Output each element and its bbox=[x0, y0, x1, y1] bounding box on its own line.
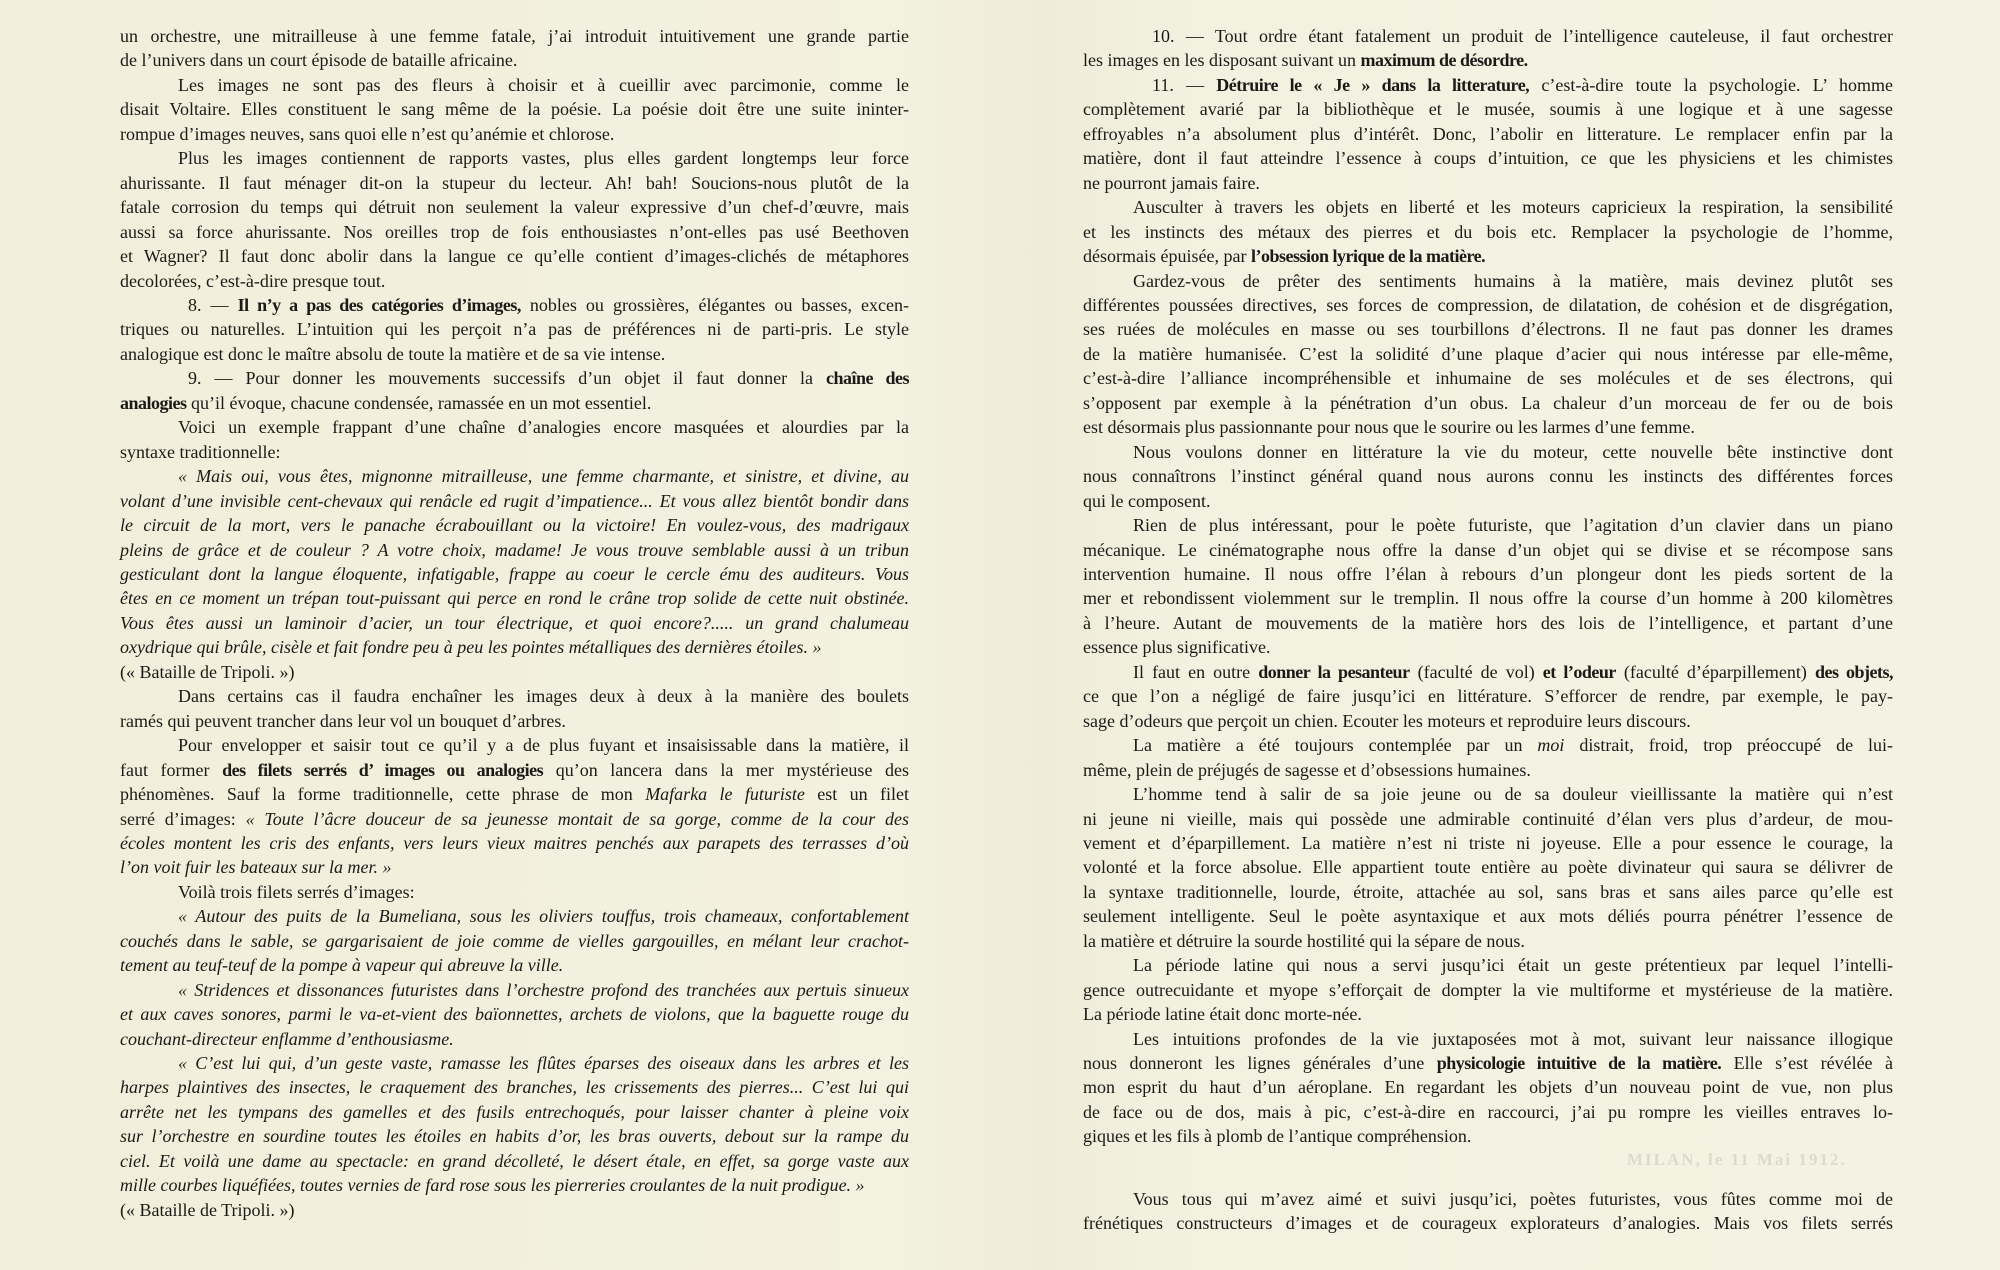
paragraph bbox=[120, 1198, 909, 1222]
text-line: fatale corrosion du temps qui détruit non seulement la valeur expressive d’un chef-d’œuvre, mais bbox=[120, 197, 909, 218]
text-line: (« Bataille de Tripoli. ») bbox=[120, 661, 295, 682]
text-line: de l’univers dans un court épisode de bataille africaine. bbox=[120, 50, 518, 71]
bold-emphasis-text: chaîne des bbox=[826, 368, 909, 389]
text-line: mer et rebondissent violemment sur le tremplin. Il nous offre la course d’un homme à 200 kilomètres bbox=[1083, 588, 1893, 609]
text-line: Dans certains cas il faudra enchaîner les images deux à deux à la manière des boulets bbox=[178, 686, 909, 707]
paragraph bbox=[120, 415, 909, 464]
bold-emphasis-text: maximum de désordre. bbox=[1360, 50, 1528, 71]
text-line: Pour envelopper et saisir tout ce qu’il y a de plus fuyant et insaisissable dans la matière, il bbox=[178, 735, 909, 756]
text-line: intervention humaine. Il nous offre l’élan à rebours d’un plongeur dont les pieds sortent de la bbox=[1083, 563, 1893, 584]
text-line bbox=[1083, 660, 1893, 684]
text-line: La période latine qui nous a servi jusqu’ici était un geste prétentieux par lequel l’intelli- bbox=[1133, 955, 1893, 976]
text-line: giques et les fils à plomb de l’antique compréhension. bbox=[1083, 1126, 1472, 1147]
text-line: ramés qui peuvent trancher dans leur vol un bouquet d’arbres. bbox=[120, 710, 566, 731]
text-line bbox=[120, 391, 909, 415]
text-line: gence outrecuidante et myope s’efforçait de dompter la vie multiforme et mystérieuse de la matière. bbox=[1083, 979, 1893, 1000]
text-line: La période latine était donc morte-née. bbox=[1083, 1004, 1362, 1025]
paragraph bbox=[120, 978, 909, 1051]
text-line bbox=[120, 831, 909, 855]
paragraph bbox=[1083, 733, 1893, 782]
text-line: couchant-directeur enflamme d’enthousiasme. bbox=[120, 1028, 454, 1049]
text-line: ses ruées de molécules en masse ou ses tourbillons d’électrons. Il ne faut pas donner les drames bbox=[1083, 319, 1893, 340]
text-run: serré d’images: bbox=[120, 808, 246, 829]
text-run: (faculté de vol) bbox=[1409, 661, 1543, 682]
text-line bbox=[1083, 73, 1893, 97]
text-line: qui le composent. bbox=[1083, 490, 1211, 511]
paragraph bbox=[120, 146, 909, 293]
text-line: ne pourront jamais faire. bbox=[1083, 172, 1260, 193]
text-run: c’est-à-dire toute la psychologie. L’ homme bbox=[1529, 74, 1893, 95]
text-line: sage d’odeurs que perçoit un chien. Ecouter les moteurs et reproduire leurs discours. bbox=[1083, 710, 1691, 731]
text-run: La matière a été toujours contemplée par un bbox=[1133, 735, 1538, 756]
text-line: s’opposent par exemple à la pénétration d’un obus. La chaleur d’un morceau de fer ou de bois bbox=[1083, 392, 1893, 413]
italic-text: écoles montent les cris des enfants, vers leurs vieux maitres penchés aux parapets des terrasses d’où bbox=[120, 832, 909, 853]
text-run: Elle s’est révélée à bbox=[1721, 1053, 1893, 1074]
numbered-paragraph bbox=[1083, 24, 1893, 73]
text-line: « Mais oui, vous êtes, mignonne mitrailleuse, une femme charmante, et sinistre, et divine, au bbox=[178, 466, 909, 487]
text-line: Nous voulons donner en littérature la vie du moteur, cette nouvelle bête instinctive dont bbox=[1133, 441, 1893, 462]
text-line: gesticulant dont la langue éloquente, infatigable, frappe au coeur le cercle ému des auditeurs. Vous bbox=[120, 563, 909, 584]
text-line bbox=[1083, 733, 1893, 757]
text-line bbox=[120, 855, 909, 879]
right-page-text-column bbox=[1083, 24, 1893, 1236]
text-line: à l’heure. Autant de mouvements de la matière hors des lois de l’intelligence, et partant d’une bbox=[1083, 612, 1893, 633]
text-line bbox=[120, 807, 909, 831]
text-line: Plus les images contiennent de rapports vastes, plus elles gardent longtemps leur force bbox=[178, 148, 909, 169]
text-line bbox=[120, 293, 909, 317]
text-line bbox=[120, 366, 909, 390]
text-run: faut former bbox=[120, 759, 223, 780]
text-run: les images en les disposant suivant un bbox=[1083, 50, 1361, 71]
paragraph bbox=[120, 1051, 909, 1198]
text-line: ahurissante. Il faut ménager dit-on la stupeur du lecteur. Ah! bah! Soucions-nous plutôt de la bbox=[120, 172, 909, 193]
text-line bbox=[120, 782, 909, 806]
text-run: phénomènes. Sauf la forme traditionnelle, cette phrase de mon bbox=[120, 784, 646, 805]
paragraph bbox=[1083, 660, 1893, 733]
text-line: Les intuitions profondes de la vie juxtaposées mot à mot, suivant leur naissance illogique bbox=[1133, 1028, 1893, 1049]
paragraph bbox=[1083, 1187, 1893, 1236]
paragraph bbox=[1083, 513, 1893, 660]
bold-emphasis-text: des objets, bbox=[1814, 661, 1894, 682]
italic-text: l’on voit fuir les bateaux sur la mer. » bbox=[120, 857, 392, 878]
text-run: 11. — bbox=[1152, 74, 1217, 95]
text-line: ni jeune ni vieille, mais qui possède une admirable continuité d’élan vers plus d’ardeur, de mou- bbox=[1083, 808, 1893, 829]
text-line: vement et d’éparpillement. La matière n’est ni triste ni joyeuse. Elle a pour essence le courage, la bbox=[1083, 832, 1893, 853]
text-line: différentes poussées directives, ses forces de compression, de dilatation, de cohésion et de disgrégation, bbox=[1083, 294, 1893, 315]
paragraph bbox=[120, 660, 909, 684]
paragraph bbox=[1083, 953, 1893, 1026]
bold-emphasis-text: des filets serrés d’ images ou analogies bbox=[222, 759, 544, 780]
text-line: syntaxe traditionnelle: bbox=[120, 441, 281, 462]
bold-emphasis-text: donner la pesanteur bbox=[1258, 661, 1410, 682]
text-run: nobles ou grossières, élégantes ou basses, excen- bbox=[520, 294, 910, 315]
text-line: ce que l’on a négligé de faire jusqu’ici en littérature. S’efforcer de rendre, par exemple, le pay- bbox=[1083, 686, 1893, 707]
text-line: nous connaîtrons l’instinct général quand nous aurons connu les instincts des différentes forces bbox=[1083, 466, 1893, 487]
text-line bbox=[1083, 48, 1893, 72]
text-line: Vous êtes aussi un laminoir d’acier, un tour électrique, et quoi encore?..... un grand chalumeau bbox=[120, 612, 909, 633]
right-page-body bbox=[1083, 24, 1893, 1149]
bleed-through-date-line: MILAN, le 11 Mai 1912. bbox=[1627, 1150, 1847, 1169]
italic-text: Mafarka le futuriste bbox=[645, 784, 805, 805]
closing-passage bbox=[1083, 1187, 1893, 1236]
text-line: la matière et détruire la sourde hostilité qui la sépare de nous. bbox=[1083, 930, 1525, 951]
text-line: et Wagner? Il faut donc abolir dans la langue ce qu’elle contient d’images-clichés de métaphores bbox=[120, 246, 909, 267]
text-line: et les instincts des métaux des pierres et du bois etc. Remplacer la psychologie de l’homme, bbox=[1083, 221, 1893, 242]
text-line: couchés dans le sable, se gargarisaient de joie comme de vielles gargouilles, en mélant leur crachot- bbox=[120, 930, 909, 951]
text-run: qu’on lancera dans la mer mystérieuse des bbox=[543, 759, 909, 780]
text-line: mille courbes liquéfiées, toutes vernies de fard rose sous les pierreries croulantes de la nuit prodigue. » bbox=[120, 1175, 865, 1196]
bold-emphasis-text: Il n’y a pas des catégories d’images, bbox=[237, 294, 521, 315]
text-run: nous donneront les lignes générales d’une bbox=[1083, 1053, 1437, 1074]
paragraph bbox=[120, 684, 909, 733]
text-line: Voilà trois filets serrés d’images: bbox=[178, 881, 415, 902]
numbered-paragraph bbox=[1083, 73, 1893, 195]
bold-emphasis-text: Détruire le « Je » dans la litterature, bbox=[1216, 74, 1530, 95]
paragraph bbox=[1083, 440, 1893, 513]
text-line: essence plus significative. bbox=[1083, 637, 1271, 658]
numbered-paragraph bbox=[120, 366, 909, 415]
text-line: complètement avarié par la bibliothèque et le musée, soumis à une logique et à une sagesse bbox=[1083, 99, 1893, 120]
paragraph bbox=[120, 464, 909, 660]
paragraph bbox=[1083, 782, 1893, 953]
text-line: êtes en ce moment un trépan tout-puissant qui perce en rond le crâne trop solide de cette nuit obstinée. bbox=[120, 588, 909, 609]
text-run: est un filet bbox=[804, 784, 910, 805]
paragraph bbox=[120, 24, 909, 73]
text-run: Il faut en outre bbox=[1133, 661, 1259, 682]
italic-text: « Toute l’âcre douceur de sa jeunesse montait de sa gorge, comme de la cour des bbox=[245, 808, 909, 829]
text-line: c’est-à-dire l’alliance incompréhensible et inhumaine de ses molécules et de ses électrons, qui bbox=[1083, 368, 1893, 389]
text-run: distrait, froid, trop préoccupé de lui- bbox=[1564, 735, 1893, 756]
text-line: Vous tous qui m’avez aimé et suivi jusqu’ici, poètes futuristes, vous fûtes comme moi de bbox=[1133, 1188, 1893, 1209]
bold-emphasis-text: l’obsession lyrique de la matière. bbox=[1250, 246, 1486, 267]
text-line: rompue d’images neuves, sans quoi elle n’est qu’anémie et chlorose. bbox=[120, 123, 615, 144]
text-line: « Stridences et dissonances futuristes dans l’orchestre profond des tranchées aux pertuis sinueux bbox=[178, 979, 909, 1000]
text-line: même, plein de préjugés de sagesse et d’obsessions humaines. bbox=[1083, 759, 1531, 780]
text-line: pleins de grâce et de couleur ? A votre choix, madame! Je vous trouve semblable aussi à un tribun bbox=[120, 539, 909, 560]
text-line: Gardez-vous de prêter des sentiments humains à la matière, mais devinez plutôt ses bbox=[1133, 270, 1893, 291]
text-line bbox=[120, 758, 909, 782]
text-run: qu’il évoque, chacune condensée, ramassée en un mot essentiel. bbox=[186, 392, 652, 413]
text-line: le circuit de la mort, vers le panache écrabouillant ou la victoire! En voulez-vous, des madrigaux bbox=[120, 515, 909, 536]
text-line: volonté et la force absolue. Elle appartient toute entière au poète divinateur qui saura se délivrer de bbox=[1083, 857, 1893, 878]
text-line: (« Bataille de Tripoli. ») bbox=[120, 1199, 295, 1220]
text-line: ciel. Et voilà une dame au spectacle: en grand décolleté, le désert étale, en effet, sa gorge vaste aux bbox=[120, 1150, 909, 1171]
text-line: « C’est lui qui, d’un geste vaste, ramasse les flûtes éparses des oiseaux dans les arbres et les bbox=[178, 1053, 909, 1074]
text-line: matière, dont il faut atteindre l’essence à coups d’intuition, ce que les physiciens et les chimistes bbox=[1083, 148, 1893, 169]
paragraph bbox=[1083, 195, 1893, 268]
text-line: L’homme tend à salir de sa joie jeune ou de sa douleur vieillissante la matière qui n’est bbox=[1133, 784, 1893, 805]
bold-emphasis-text: physicologie intuitive de la matière. bbox=[1436, 1053, 1722, 1074]
text-line: oxydrique qui brûle, cisèle et fait fondre peu à peu les pointes métalliques des dernières étoiles. » bbox=[120, 637, 822, 658]
text-line: decolorées, c’est-à-dire presque tout. bbox=[120, 270, 386, 291]
paragraph bbox=[120, 73, 909, 146]
text-line: Voici un exemple frappant d’une chaîne d’analogies encore masquées et alourdies par la bbox=[178, 417, 909, 438]
text-line: analogique est donc le maître absolu de toute la matière et de sa vie intense. bbox=[120, 343, 666, 364]
text-line: triques ou naturelles. L’intuition qui les perçoit n’a pas de préférences ni de parti-pris. Le style bbox=[120, 319, 909, 340]
italic-text: moi bbox=[1537, 735, 1565, 756]
text-line: la syntaxe traditionnelle, lourde, étroite, attachée au sol, sans bras et sans ailes parce qu’elle est bbox=[1083, 881, 1893, 902]
text-line: frénétiques constructeurs d’images et de courageux explorateurs d’analogies. Mais vos filets serrés bbox=[1083, 1213, 1893, 1234]
bold-emphasis-text: et l’odeur bbox=[1542, 661, 1616, 682]
text-line: Rien de plus intéressant, pour le poète futuriste, que l’agitation d’un clavier dans un piano bbox=[1133, 515, 1893, 536]
text-line: disait Voltaire. Elles constituent le sang même de la poésie. La poésie doit être une suite ininter- bbox=[120, 99, 909, 120]
paragraph bbox=[120, 880, 909, 904]
text-line: mécanique. Le cinématographe nous offre la danse d’un objet qui se divise et se récompose sans bbox=[1083, 539, 1893, 560]
text-line: aussi sa force ahurissante. Nos oreilles trop de fois enthousiastes n’ont-elles pas usé Beethoven bbox=[120, 221, 909, 242]
text-line: Les images ne sont pas des fleurs à choisir et à cueillir avec parcimonie, comme le bbox=[178, 74, 909, 95]
text-line: de la matière humanisée. C’est la solidité d’une plaque d’acier qui nous intéresse par elle-même, bbox=[1083, 343, 1893, 364]
left-page-text-column bbox=[120, 24, 909, 1222]
text-line: seulement intelligente. Seul le poète asyntaxique et aux mots déliés pourra pénétrer l’essence de bbox=[1083, 906, 1893, 927]
text-line bbox=[1083, 1051, 1893, 1075]
text-run: 9. — Pour donner les mouvements successifs d’un objet il faut donner la bbox=[188, 368, 827, 389]
paragraph bbox=[120, 733, 909, 880]
text-line: sur l’orchestre en sourdine toutes les étoiles en habits d’or, les bras ouverts, debout sur la rampe du bbox=[120, 1126, 909, 1147]
text-line bbox=[1083, 244, 1893, 268]
text-line: 10. — Tout ordre étant fatalement un produit de l’intelligence cauteleuse, il faut orchestrer bbox=[1152, 26, 1893, 46]
paragraph bbox=[1083, 269, 1893, 440]
text-line: arrête net les tympans des gamelles et des fusils entrechoqués, pour laisser chanter à pleine voix bbox=[120, 1101, 909, 1122]
text-run: 8. — bbox=[188, 294, 238, 315]
text-line: de face ou de dos, mais à pic, c’est-à-dire en raccourci, j’ai pu rompre les vieilles entraves lo- bbox=[1083, 1101, 1893, 1122]
text-line: un orchestre, une mitrailleuse à une femme fatale, j’ai introduit intuitivement une grande partie bbox=[120, 26, 909, 46]
text-line: tement au teuf-teuf de la pompe à vapeur qui abreuve la ville. bbox=[120, 955, 564, 976]
text-run: (faculté d’éparpillement) bbox=[1615, 661, 1815, 682]
text-line: effroyables n’a absolument plus d’intérêt. Donc, l’abolir en litterature. Le remplacer enfin par la bbox=[1083, 123, 1893, 144]
paragraph bbox=[1083, 1027, 1893, 1149]
numbered-paragraph bbox=[120, 293, 909, 366]
text-line: Ausculter à travers les objets en liberté et les moteurs capricieux la respiration, la sensibilité bbox=[1133, 197, 1893, 218]
text-line: et aux caves sonores, parmi le va-et-vient des baïonnettes, archets de violons, que la baguette rouge du bbox=[120, 1004, 909, 1025]
bold-emphasis-text: analogies bbox=[120, 392, 187, 413]
text-line: volant d’une invisible cent-chevaux qui renâcle ed rugit d’impatience... Et vous allez bientôt bondir dans bbox=[120, 490, 909, 511]
text-line: est désormais plus passionnante pour nous que le sourire ou les larmes d’une femme. bbox=[1083, 417, 1695, 438]
text-line: harpes plaintives des insectes, le craquement des branches, les crissements des pierres... C’est lui qui bbox=[120, 1077, 909, 1098]
text-run: désormais épuisée, par bbox=[1083, 246, 1251, 267]
paragraph bbox=[120, 904, 909, 977]
text-line: « Autour des puits de la Bumeliana, sous les oliviers touffus, trois chameaux, confortablement bbox=[178, 906, 909, 927]
text-line: mon esprit du haut d’un aéroplane. En regardant les objets d’un nouveau point de vue, non plus bbox=[1083, 1077, 1893, 1098]
